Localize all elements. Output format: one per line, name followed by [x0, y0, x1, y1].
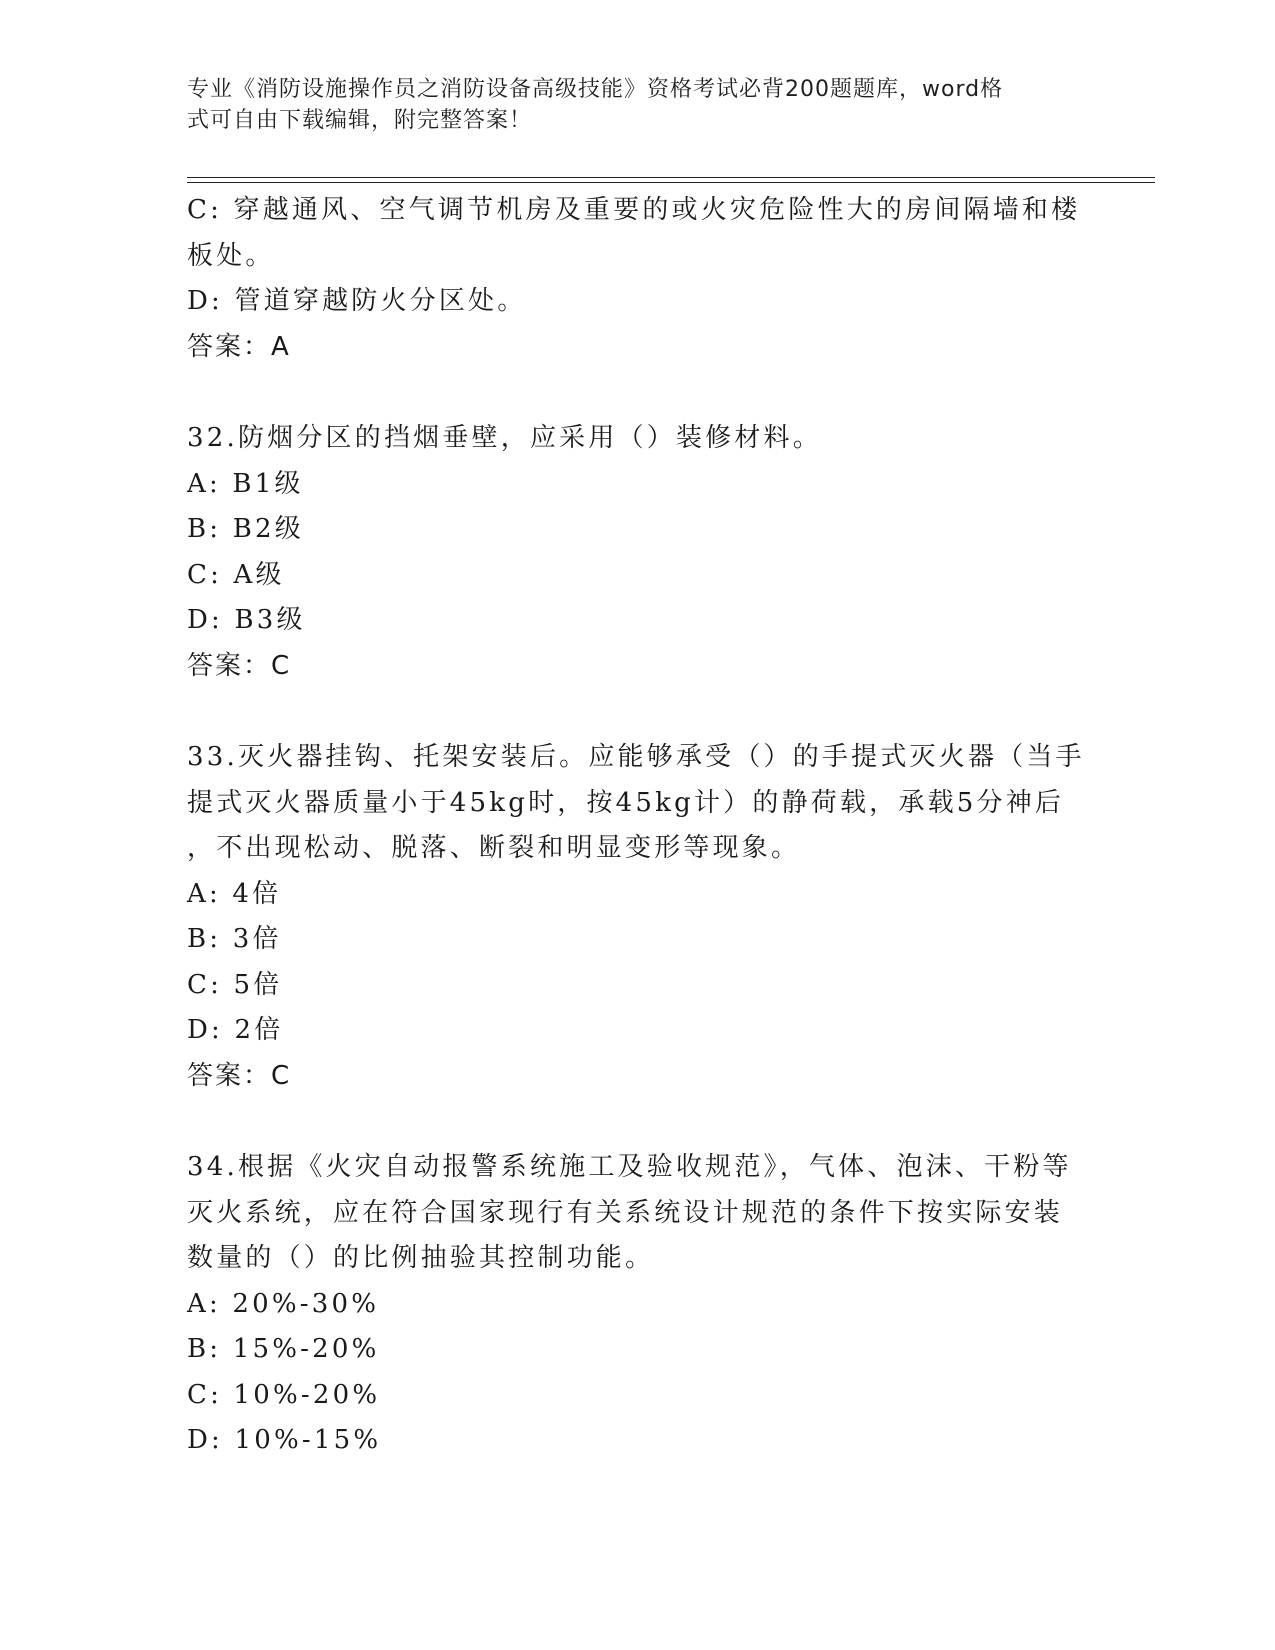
question-34	[187, 1145, 1087, 1464]
question-stem-line-2: 提式灭火器质量小于45kg时，按45kg计）的静荷载，承载5分神后	[187, 787, 1065, 818]
spacer	[187, 370, 1087, 416]
question-stem-line-3: 数量的（）的比例抽验其控制功能。	[187, 1243, 655, 1273]
option-a: A: B1级	[187, 468, 304, 499]
option-d: D: B3级	[187, 605, 306, 635]
option-c-line-1: C: 穿越通风、空气调节机房及重要的或火灾危险性大的房间隔墙和楼	[187, 195, 1081, 225]
option-c: C: 10%-20%	[187, 1379, 381, 1410]
header-divider-bottom	[187, 182, 1155, 183]
question-stem-line-1: 34.根据《火灾自动报警系统施工及验收规范》，气体、泡沫、干粉等	[187, 1152, 1072, 1182]
option-c-line-2: 板处。	[187, 240, 275, 271]
option-a: A: 20%-30%	[187, 1288, 380, 1319]
spacer	[187, 689, 1087, 735]
document-header	[187, 74, 1067, 136]
question-stem-line-3: ，不出现松动、脱落、断裂和明显变形等现象。	[187, 833, 801, 863]
question-32	[187, 416, 1087, 689]
question-stem-line-1: 33.灭火器挂钩、托架安装后。应能够承受（）的手提式灭火器（当手	[187, 742, 1085, 772]
answer: 答案：A	[187, 331, 291, 362]
answer: 答案：C	[187, 650, 292, 681]
header-line-2: 式可自由下载编辑，附完整答案！	[187, 108, 533, 133]
header-line-1: 专业《消防设施操作员之消防设备高级技能》资格考试必背200题题库，word格	[187, 77, 1004, 102]
option-d: D: 10%-15%	[187, 1425, 382, 1455]
question-31-tail	[187, 188, 1087, 370]
answer: 答案：C	[187, 1060, 292, 1091]
option-b: B: 3倍	[187, 924, 282, 954]
question-list	[187, 188, 1087, 1464]
option-d: D: 管道穿越防火分区处。	[187, 286, 527, 316]
header-divider-top	[187, 177, 1155, 178]
question-33	[187, 735, 1087, 1099]
question-stem-line-2: 灭火系统，应在符合国家现行有关系统设计规范的条件下按实际安装	[187, 1197, 1064, 1228]
option-b: B: 15%-20%	[187, 1334, 380, 1364]
spacer	[187, 1099, 1087, 1145]
option-b: B: B2级	[187, 514, 304, 544]
option-d: D: 2倍	[187, 1015, 284, 1045]
question-stem: 32.防烟分区的挡烟垂壁，应采用（）装修材料。	[187, 423, 822, 453]
option-c: C: 5倍	[187, 969, 283, 1000]
option-a: A: 4倍	[187, 878, 282, 909]
option-c: C: A级	[187, 559, 285, 590]
